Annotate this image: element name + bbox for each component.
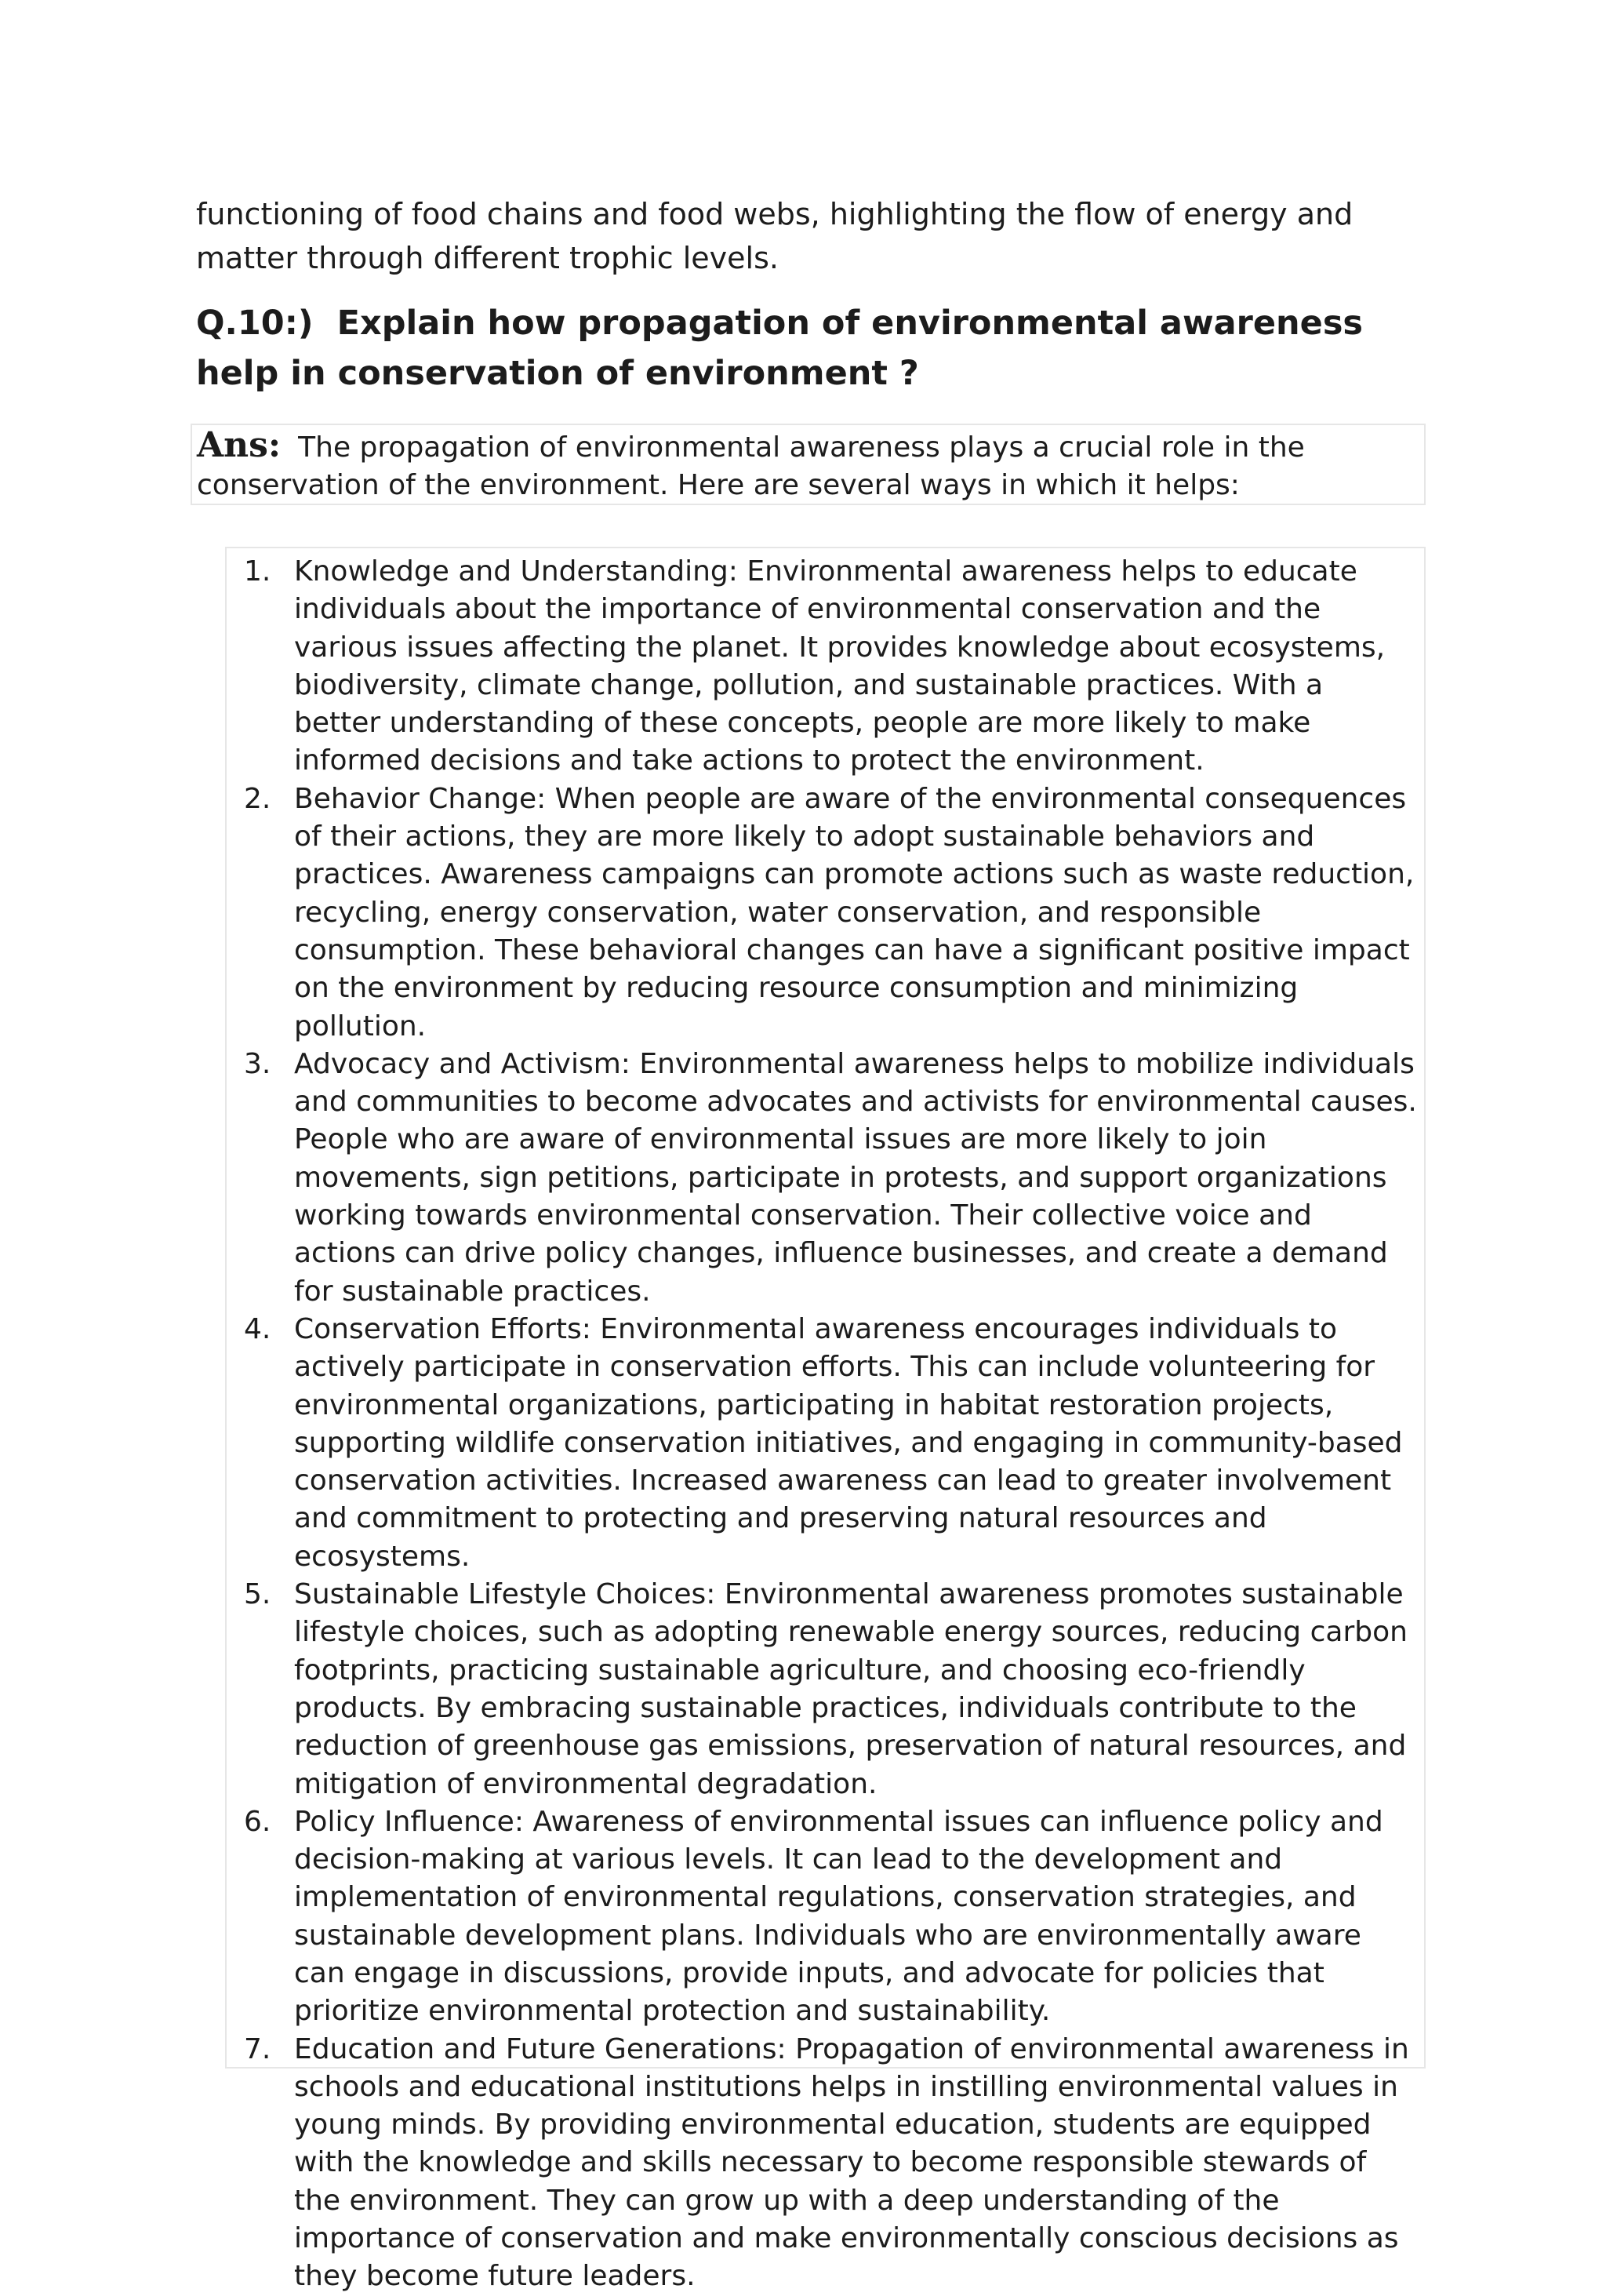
list-item [227, 553, 1424, 780]
list-item-number: 3. [244, 1047, 271, 1080]
list-item-number: 7. [244, 2032, 271, 2065]
list-item-text: Knowledge and Understanding: Environmental awareness helps to educate individuals about the importance of environmental conservation and the various issues affecting the planet. It provides knowledge about ecosystems, biodiversity, climate change, pollution, and sustainable practices. With a better understanding of these concepts, people are more likely to make informed decisions and take actions to protect the environment. [294, 555, 1386, 777]
list-item-text: Conservation Efforts: Environmental awareness encourages individuals to actively participate in conservation efforts. This can include volunteering for environmental organizations, participating in habitat restoration projects, supporting wildlife conservation initiatives, and engaging in community-based conservation activities. Increased awareness can lead to greater involvement and commitment to protecting and preserving natural resources and ecosystems. [294, 1312, 1403, 1573]
list-item [227, 1046, 1424, 1311]
list-item [227, 2031, 1424, 2296]
question-number: Q.10:) [196, 304, 314, 343]
list-item-text: Sustainable Lifestyle Choices: Environmental awareness promotes sustainable lifestyle choices, such as adopting renewable energy sources, reducing carbon footprints, practicing sustainable agriculture, and choosing eco-friendly products. By embracing sustainable practices, individuals contribute to the reduction of greenhouse gas emissions, preservation of natural resources, and mitigation of environmental degradation. [294, 1578, 1408, 1800]
answer-label: Ans: [197, 425, 282, 465]
list-item-text: Policy Influence: Awareness of environmental issues can influence policy and decision-making at various levels. It can lead to the development and implementation of environmental regulations, conservation strategies, and sustainable development plans. Individuals who are environmentally aware can engage in discussions, provide inputs, and advocate for policies that prioritize environmental protection and sustainability. [294, 1805, 1383, 2028]
continuation-paragraph: functioning of food chains and food webs, highlighting the flow of energy and matter through different trophic levels. [196, 197, 1353, 275]
answer-intro-text: The propagation of environmental awareness plays a crucial role in the conservation of the environment. Here are several ways in which it helps: [197, 431, 1305, 501]
list-item-text: Education and Future Generations: Propagation of environmental awareness in schools and educational institutions helps in instilling environmental values in young minds. By providing environmental education, students are equipped with the knowledge and skills necessary to become responsible stewards of the environment. They can grow up with a deep understanding of the importance of conservation and make environmentally conscious decisions as they become future leaders. [294, 2032, 1409, 2293]
list-item-number: 2. [244, 782, 271, 815]
list-item-text: Advocacy and Activism: Environmental awareness helps to mobilize individuals and communities to become advocates and activists for environmental causes. People who are aware of environmental issues are more likely to join movements, sign petitions, participate in protests, and support organizations working towards environmental conservation. Their collective voice and actions can drive policy changes, influence businesses, and create a demand for sustainable practices. [294, 1047, 1417, 1308]
list-item-number: 4. [244, 1312, 271, 1345]
list-item [227, 1311, 1424, 1576]
list-item-text: Behavior Change: When people are aware of the environmental consequences of their actions, they are more likely to adopt sustainable behaviors and practices. Awareness campaigns can promote actions such as waste reduction, recycling, energy conservation, water conservation, and responsible consumption. These behavioral changes can have a significant positive impact on the environment by reducing resource consumption and minimizing pollution. [294, 782, 1415, 1042]
list-item-number: 6. [244, 1805, 271, 1838]
question-heading [196, 298, 1419, 398]
list-item [227, 1576, 1424, 1803]
points-list [227, 553, 1424, 2296]
points-list-box [225, 547, 1426, 2293]
list-item-number: 5. [244, 1578, 271, 1611]
list-item [227, 780, 1424, 1046]
list-item-number: 1. [244, 555, 271, 588]
answer-intro-box [191, 424, 1426, 505]
list-item [227, 1803, 1424, 2031]
question-text: Explain how propagation of environmental awareness help in conservation of environment ? [196, 304, 1364, 393]
